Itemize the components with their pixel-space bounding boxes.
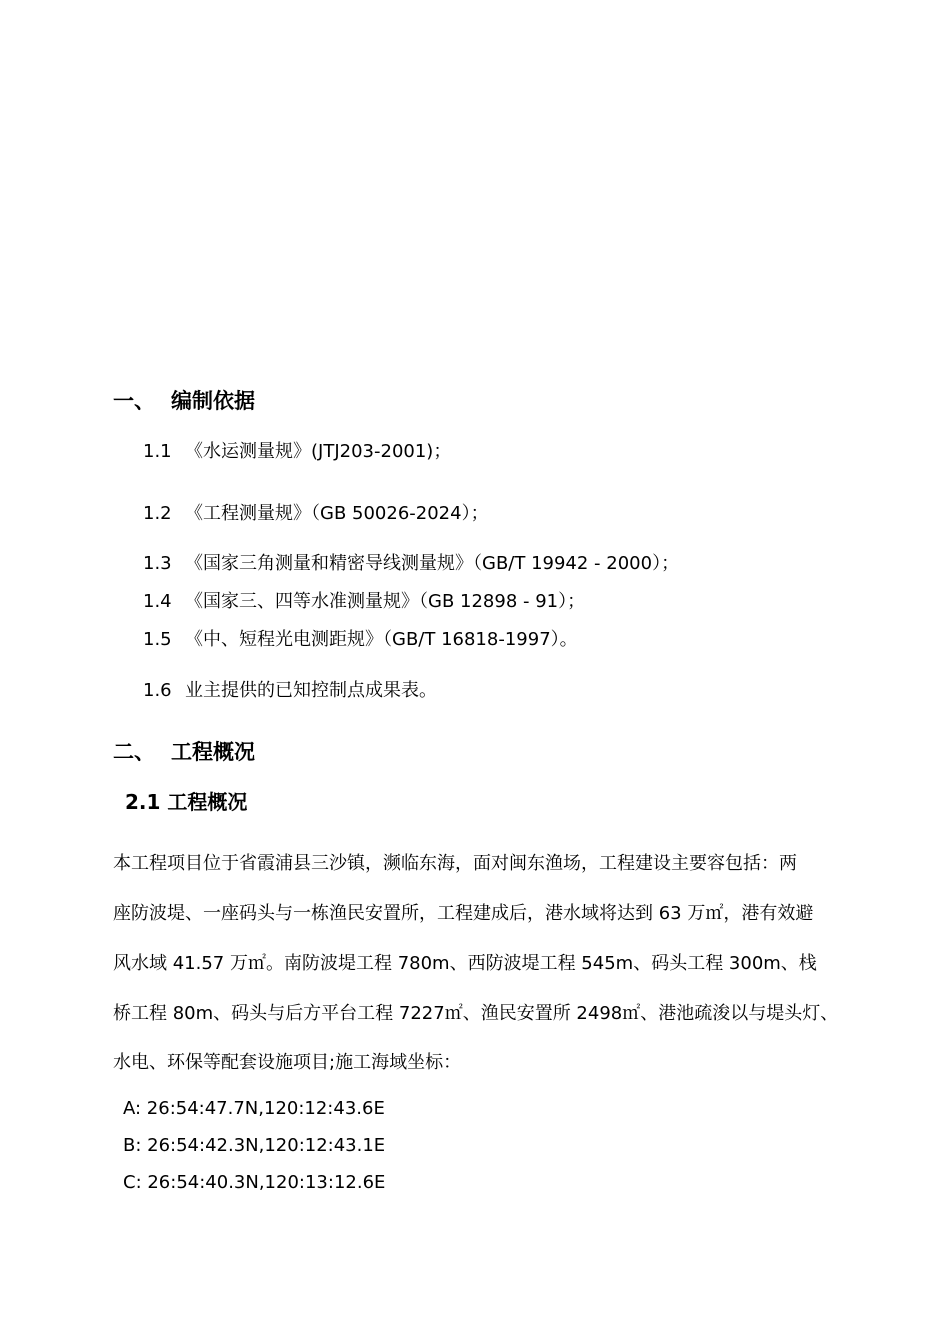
reference-item-number: 1.6: [143, 680, 172, 701]
section-1-heading: [113, 385, 255, 415]
coordinate-a: A: 26:54:47.7N,120:12:43.6E: [123, 1098, 385, 1119]
reference-item-text: 《水运测量规》(JTJ203-2001)；: [185, 441, 452, 462]
reference-item-1-6: [143, 676, 437, 702]
paragraph-line: 座防波堤、一座码头与一栋渔民安置所，工程建成后，港水域将达到 63 万㎡，港有效避: [113, 903, 814, 924]
section-2-title: 工程概况: [171, 740, 255, 764]
reference-item-1-2: [143, 499, 489, 525]
section-1-number: 一、: [113, 389, 155, 413]
reference-item-text: 《中、短程光电测距规》（GB/T 16818-1997）。: [185, 629, 578, 650]
paragraph-line: 风水域 41.57 万㎡。南防波堤工程 780m、西防波堤工程 545m、码头工程 300m、栈: [113, 953, 817, 974]
reference-item-number: 1.4: [143, 591, 172, 612]
reference-item-1-1: [143, 437, 451, 463]
section-2-heading: [113, 736, 255, 766]
subsection-2-1-heading: 2.1 工程概况: [125, 790, 248, 814]
reference-item-1-4: [143, 587, 585, 613]
reference-item-text: 《工程测量规》（GB 50026-2024）；: [185, 503, 489, 524]
reference-item-number: 1.3: [143, 553, 172, 574]
reference-item-number: 1.1: [143, 441, 172, 462]
reference-item-1-5: [143, 625, 578, 651]
coordinate-c: C: 26:54:40.3N,120:13:12.6E: [123, 1172, 386, 1193]
section-1-title: 编制依据: [171, 389, 255, 413]
reference-item-text: 《国家三角测量和精密导线测量规》（GB/T 19942 - 2000）；: [185, 553, 680, 574]
section-2-number: 二、: [113, 740, 155, 764]
reference-item-number: 1.5: [143, 629, 172, 650]
paragraph-line: 本工程项目位于省霞浦县三沙镇，濒临东海，面对闽东渔场，工程建设主要容包括：两: [113, 853, 797, 874]
reference-item-text: 《国家三、四等水准测量规》（GB 12898 - 91）；: [185, 591, 586, 612]
reference-item-number: 1.2: [143, 503, 172, 524]
reference-item-1-3: [143, 549, 679, 575]
reference-item-text: 业主提供的已知控制点成果表。: [185, 680, 437, 701]
paragraph-line: 桥工程 80m、码头与后方平台工程 7227㎡、渔民安置所 2498㎡、港池疏浚以与堤头灯、: [113, 1003, 839, 1024]
paragraph-line: 水电、环保等配套设施项目;施工海域坐标：: [113, 1052, 462, 1073]
coordinate-b: B: 26:54:42.3N,120:12:43.1E: [123, 1135, 386, 1156]
